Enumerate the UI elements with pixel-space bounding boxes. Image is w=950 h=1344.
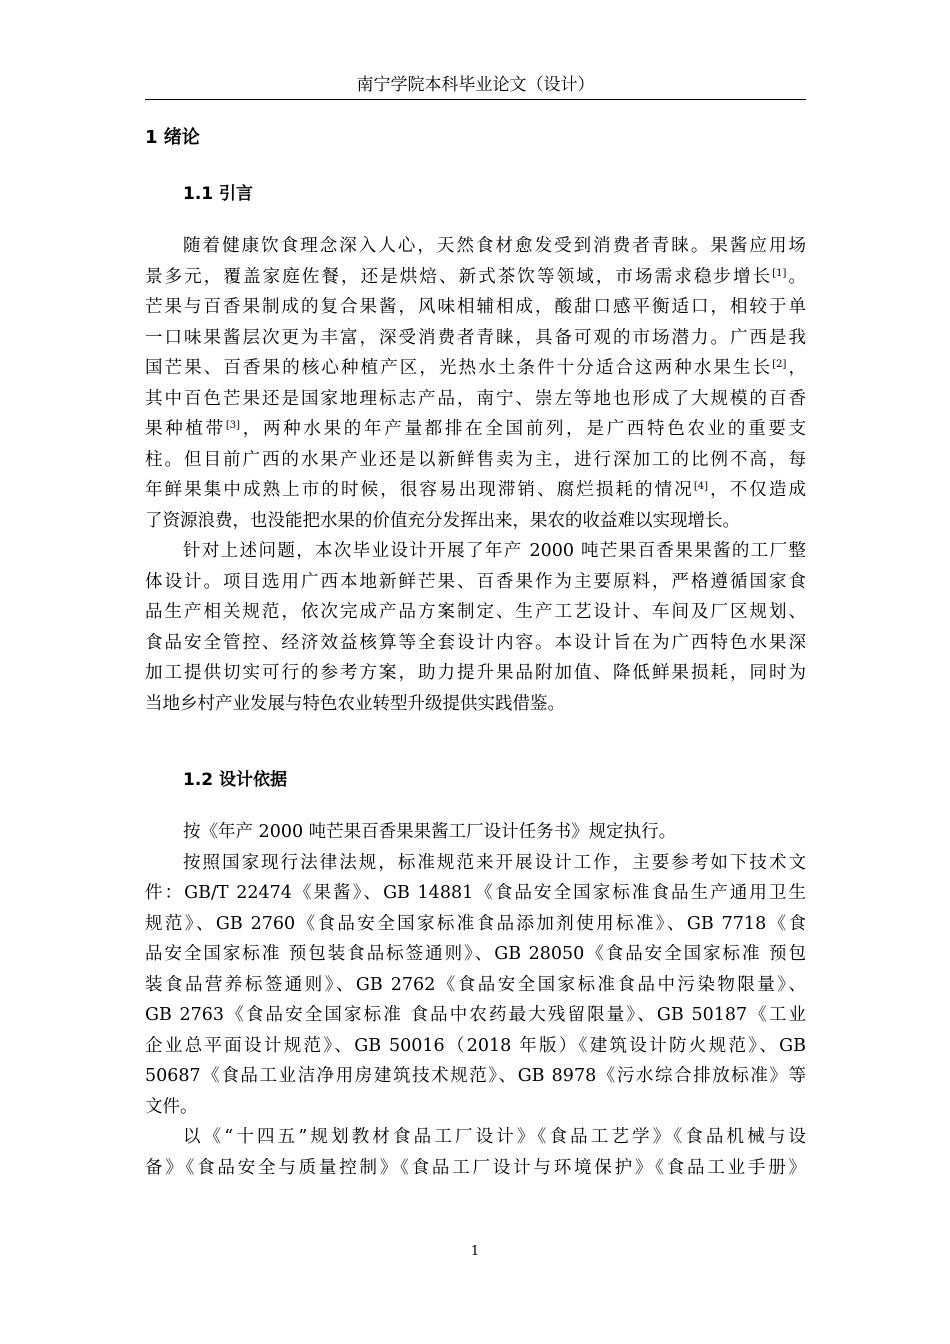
- page-number: 1: [470, 1244, 480, 1259]
- paragraph-line: 规范》、GB 2760《食品安全国家标准食品添加剂使用标准》、GB 7718《食: [145, 913, 806, 934]
- paragraph-line: 果种植带[3]，两种水果的年产量都排在全国前列，是广西特色农业的重要支: [145, 419, 807, 439]
- paragraph-line: 按照国家现行法律法规，标准规范来开展设计工作，主要参考如下技术文: [183, 852, 806, 873]
- paragraph-line: 芒果与百香果制成的复合果酱，风味相辅相成，酸甜口感平衡适口，相较于单: [145, 297, 806, 317]
- paragraph-line: 食品安全管控、经济效益核算等全套设计内容。本设计旨在为广西特色水果深: [145, 632, 806, 653]
- paragraph-line: 备》《食品安全与质量控制》《食品工厂设计与环境保护》《食品工业手册》: [145, 1157, 806, 1178]
- header-rule: [145, 99, 806, 100]
- paragraph-line: 针对上述问题，本次毕业设计开展了年产 2000 吨芒果百香果果酱的工厂整: [183, 541, 806, 561]
- paragraph-line: 品生产相关规范，依次完成产品方案制定、生产工艺设计、车间及厂区规划、: [145, 602, 806, 622]
- paragraph-line: 件：GB/T 22474《果酱》、GB 14881《食品安全国家标准食品生产通用卫生: [145, 883, 806, 903]
- paragraph-line: 随着健康饮食理念深入人心，天然食材愈发受到消费者青睐。果酱应用场: [183, 236, 806, 256]
- paragraph-line: 企业总平面设计规范》、GB 50016（2018 年版）《建筑设计防火规范》、GB: [145, 1035, 806, 1056]
- paragraph-line: 装食品营养标签通则》、GB 2762《食品安全国家标准食品中污染物限量》、: [145, 974, 806, 995]
- paragraph-line: 一口味果酱层次更为丰富，深受消费者青睐，具备可观的市场潜力。广西是我: [145, 327, 806, 348]
- running-header: 南宁学院本科毕业论文（设计）: [356, 75, 595, 95]
- paragraph-line: 体设计。项目选用广西本地新鲜芒果、百香果作为主要原料，严格遵循国家食: [145, 571, 806, 592]
- paragraph-line: 其中百色芒果还是国家地理标志产品，南宁、崇左等地也形成了大规模的百香: [145, 388, 806, 409]
- paragraph-line: 柱。但目前广西的水果产业还是以新鲜售卖为主，进行深加工的比例不高，每: [145, 449, 806, 470]
- section-heading-1-1: 1.1 引言: [183, 184, 254, 204]
- paragraph-line: 以《“十四五”规划教材食品工厂设计》《食品工艺学》《食品机械与设: [183, 1127, 806, 1147]
- paragraph-line: GB 2763《食品安全国家标准 食品中农药最大残留限量》、GB 50187《工业: [145, 1005, 806, 1025]
- paragraph-line: 50687《食品工业洁净用房建筑技术规范》、GB 8978《污水综合排放标准》等: [145, 1066, 806, 1086]
- paragraph-line: 按《年产 2000 吨芒果百香果果酱工厂设计任务书》规定执行。: [183, 822, 677, 842]
- paragraph-line: 了资源浪费，也没能把水果的价值充分发挥出来，果农的收益难以实现增长。: [145, 510, 740, 531]
- citation-ref: [3]: [225, 420, 241, 431]
- chapter-heading: 1 绪论: [145, 127, 200, 148]
- paragraph-line: 国芒果、百香果的核心种植产区，光热水土条件十分适合这两种水果生长[2]，: [145, 358, 807, 378]
- section-1-2-body: [145, 817, 806, 1183]
- section-heading-1-2: 1.2 设计依据: [183, 770, 288, 790]
- citation-ref: [2]: [772, 359, 787, 370]
- paragraph-line: 品安全国家标准 预包装食品标签通则》、GB 28050《食品安全国家标准 预包: [145, 944, 806, 964]
- citation-ref: [4]: [693, 481, 708, 492]
- paragraph-line: 年鲜果集中成熟上市的时候，很容易出现滞销、腐烂损耗的情况[4]，不仅造成: [145, 480, 807, 500]
- paragraph-line: 文件。: [145, 1096, 198, 1117]
- citation-ref: [1]: [772, 267, 787, 279]
- paragraph-line: 加工提供切实可行的参考方案，助力提升果品附加值、降低鲜果损耗，同时为: [145, 663, 806, 683]
- paragraph-line: 当地乡村产业发展与特色农业转型升级提供实践借鉴。: [145, 693, 565, 714]
- paragraph-line: 景多元，覆盖家庭佐餐，还是烘焙、新式茶饮等领域，市场需求稳步增长[1]。: [145, 266, 807, 287]
- section-1-1-body: [145, 231, 806, 719]
